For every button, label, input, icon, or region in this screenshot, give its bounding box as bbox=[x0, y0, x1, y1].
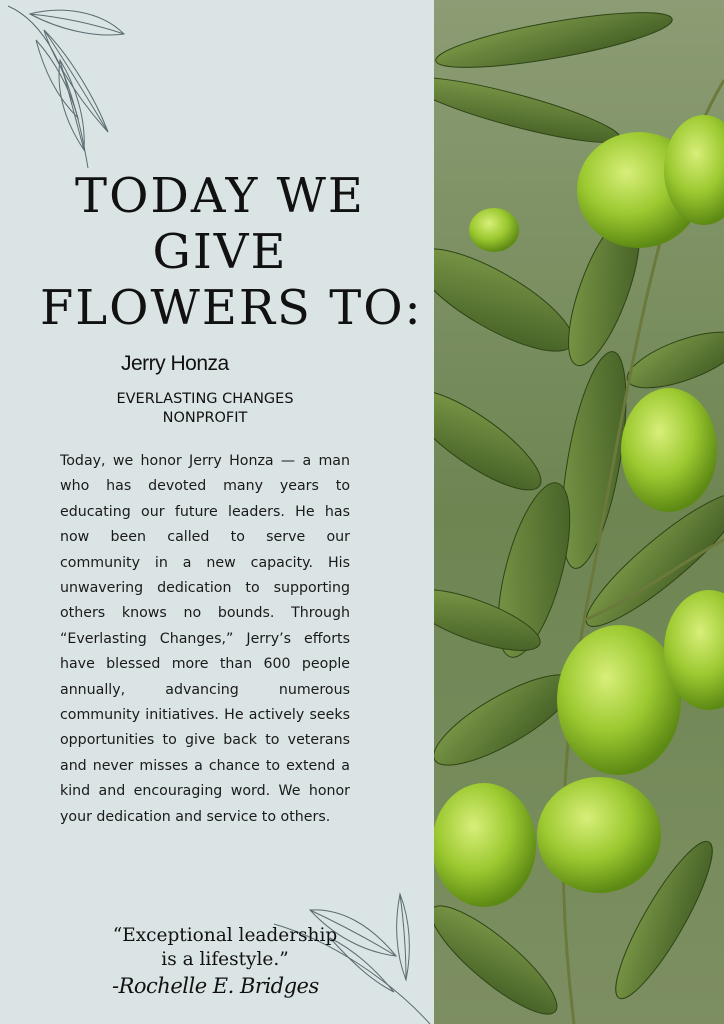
quote-line-1: “Exceptional leadership bbox=[112, 925, 338, 946]
honoree-name: Jerry Honza bbox=[121, 352, 229, 375]
headline-line-1: TODAY WE bbox=[75, 168, 365, 224]
organization-line-2: NONPROFIT bbox=[162, 410, 248, 426]
headline-line-2: GIVE bbox=[152, 224, 288, 280]
leadership-quote bbox=[60, 924, 390, 972]
headline-line-3: FLOWERS TO: bbox=[40, 280, 423, 336]
olive-photo-illustration bbox=[434, 0, 724, 1024]
quote-line-2: is a lifestyle.” bbox=[161, 949, 289, 970]
organization-line-1: EVERLASTING CHANGES bbox=[116, 391, 294, 407]
organization-name bbox=[60, 390, 350, 428]
olive-branch-photo bbox=[434, 0, 724, 1024]
tribute-paragraph: Today, we honor Jerry Honza — a man who has devoted many years to educating our future leaders. He has now been called to serve our community in a new capacity. His unwavering dedication to supporting others knows no bounds. Through “Everlasting Changes,” Jerry’s efforts have blessed more than 600 people annually, advancing numerous community initiatives. He actively seeks opportunities to give back to veterans and never misses a chance to extend a kind and encouraging word. We honor your dedication and service to others. bbox=[60, 453, 350, 825]
olive-branch-top-left-decoration bbox=[0, 0, 140, 180]
quote-attribution-signature: -Rochelle E. Bridges bbox=[112, 974, 319, 998]
headline bbox=[40, 168, 423, 336]
